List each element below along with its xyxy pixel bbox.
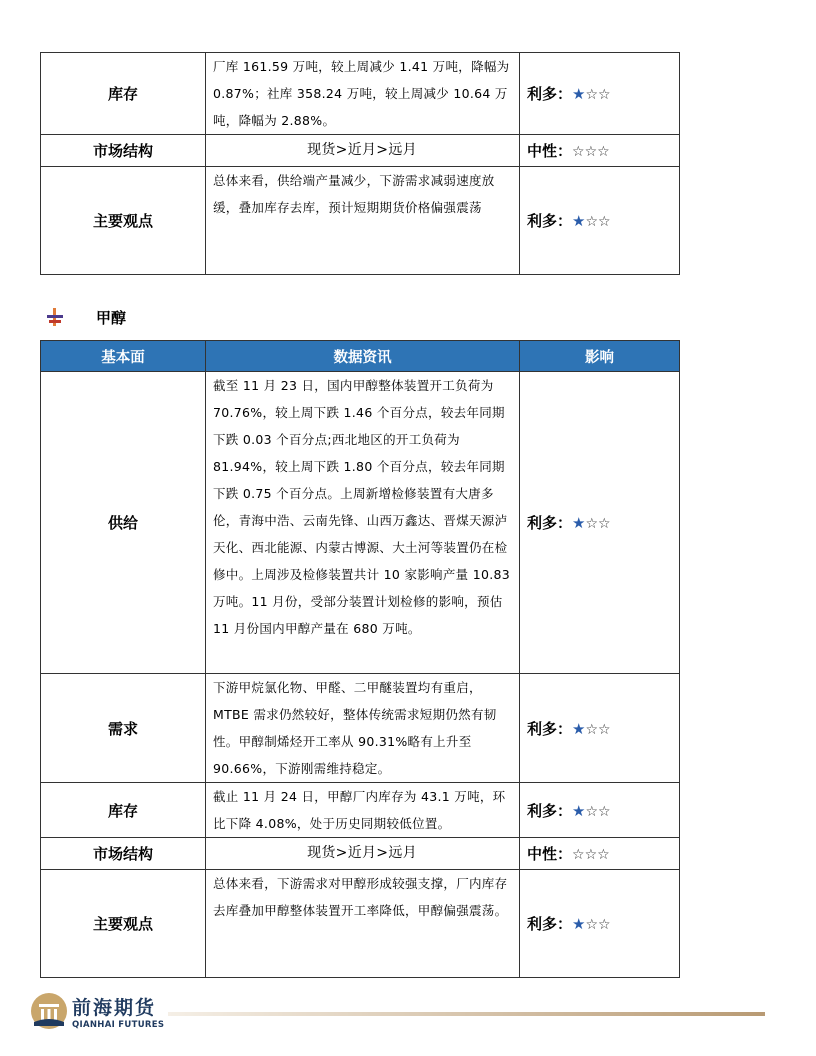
table-row (41, 838, 680, 870)
methanol-table (40, 340, 680, 978)
row-info: 总体来看，下游需求对甲醇形成较强支撑，厂内库存去库叠加甲醇整体装置开工率降低，甲醇偏强震荡。 (206, 870, 520, 978)
row-info: 截至 11 月 23 日，国内甲醇整体装置开工负荷为 70.76%，较上周下跌 1.46 个百分点，较去年同期下跌 0.03 个百分点;西北地区的开工负荷为 81.94%，较上周下跌 1.80 个百分点，较去年同期下跌 0.75 个百分点。上周新增检修装置有大唐多伦，青海中浩、云南先锋、山西万鑫达、晋煤天源泸天化、西北能源、内蒙古博源、大土河等装置仍在检修中。上周涉及检修装置共计 10 家影响产量 10.83 万吨。11 月份，受部分装置计划检修的影响，预估 11 月份国内甲醇产量在 680 万吨。 (206, 372, 520, 674)
section-heading (44, 306, 126, 328)
star-empty-icon: ☆ (597, 847, 610, 863)
star-empty-icon: ☆ (598, 516, 611, 532)
row-label: 供给 (41, 372, 206, 674)
row-info: 现货>近月>远月 (206, 135, 520, 167)
row-impact: 中性：☆☆☆ (520, 135, 680, 167)
row-info: 下游甲烷氯化物、甲醛、二甲醚装置均有重启，MTBE 需求仍然较好，整体传统需求短期仍然有韧性。甲醇制烯烃开工率从 90.31%略有上升至 90.66%，下游刚需维持稳定。 (206, 674, 520, 783)
star-filled-icon: ★ (572, 514, 586, 532)
star-empty-icon: ☆ (598, 87, 611, 103)
row-info: 截止 11 月 24 日，甲醇厂内库存为 43.1 万吨，环比下降 4.08%，处于历史同期较低位置。 (206, 783, 520, 838)
table-header-row (41, 341, 680, 372)
row-label: 库存 (41, 783, 206, 838)
star-empty-icon: ☆ (585, 516, 599, 532)
star-empty-icon: ☆ (572, 847, 585, 863)
star-filled-icon: ★ (572, 85, 586, 103)
star-empty-icon: ☆ (584, 847, 598, 863)
row-label: 主要观点 (41, 167, 206, 275)
logo-chinese-name: 前海期货 (72, 996, 157, 1019)
star-empty-icon: ☆ (598, 214, 611, 230)
row-impact: 利多：★☆☆ (520, 372, 680, 674)
rating-stars (572, 915, 611, 933)
header-fundamentals: 基本面 (41, 341, 206, 372)
table-row (41, 783, 680, 838)
company-logo (30, 992, 164, 1030)
header-impact: 影响 (520, 341, 680, 372)
logo-mark-icon (30, 992, 68, 1030)
section-title: 甲醇 (96, 308, 127, 327)
star-filled-icon: ★ (572, 212, 586, 230)
star-empty-icon: ☆ (598, 721, 611, 738)
rating-stars (572, 85, 611, 103)
row-impact: 利多：★☆☆ (520, 870, 680, 978)
row-info: 厂库 161.59 万吨，较上周减少 1.41 万吨，降幅为 0.87%；社库 358.24 万吨，较上周减少 10.64 万吨，降幅为 2.88%。 (206, 53, 520, 135)
rating-stars (572, 142, 610, 160)
star-empty-icon: ☆ (585, 214, 599, 230)
footer-divider (168, 1012, 765, 1016)
table-row (41, 372, 680, 674)
table-row (41, 167, 680, 275)
star-empty-icon: ☆ (584, 144, 598, 160)
rating-stars (572, 720, 611, 738)
table-row (41, 53, 680, 135)
star-filled-icon: ★ (572, 801, 586, 820)
row-label: 库存 (41, 53, 206, 135)
star-filled-icon: ★ (572, 915, 586, 933)
row-label: 市场结构 (41, 135, 206, 167)
star-empty-icon: ☆ (585, 721, 599, 738)
row-impact: 利多：★☆☆ (520, 674, 680, 783)
star-empty-icon: ☆ (585, 917, 599, 933)
row-label: 主要观点 (41, 870, 206, 978)
row-impact: 利多：★☆☆ (520, 167, 680, 275)
star-empty-icon: ☆ (598, 803, 611, 820)
star-empty-icon: ☆ (598, 917, 611, 933)
table-row (41, 674, 680, 783)
rating-stars (572, 845, 610, 863)
rating-stars (572, 212, 611, 230)
row-impact: 利多：★☆☆ (520, 53, 680, 135)
star-empty-icon: ☆ (572, 144, 585, 160)
row-label: 市场结构 (41, 838, 206, 870)
star-empty-icon: ☆ (597, 144, 610, 160)
row-info: 总体来看，供给端产量减少，下游需求减弱速度放缓，叠加库存去库，预计短期期货价格偏强震荡 (206, 167, 520, 275)
row-impact: 利多：★☆☆ (520, 783, 680, 838)
header-data-info: 数据资讯 (206, 341, 520, 372)
star-filled-icon: ★ (572, 719, 586, 738)
table-continued (40, 52, 680, 275)
row-info: 现货>近月>远月 (206, 838, 520, 870)
row-impact: 中性：☆☆☆ (520, 838, 680, 870)
bullet-icon (44, 306, 66, 328)
star-empty-icon: ☆ (585, 803, 599, 820)
star-empty-icon: ☆ (585, 87, 599, 103)
logo-english-name: QIANHAI FUTURES (72, 1019, 165, 1030)
table-row (41, 135, 680, 167)
rating-stars (572, 802, 611, 820)
table-row (41, 870, 680, 978)
row-label: 需求 (41, 674, 206, 783)
rating-stars (572, 514, 611, 532)
